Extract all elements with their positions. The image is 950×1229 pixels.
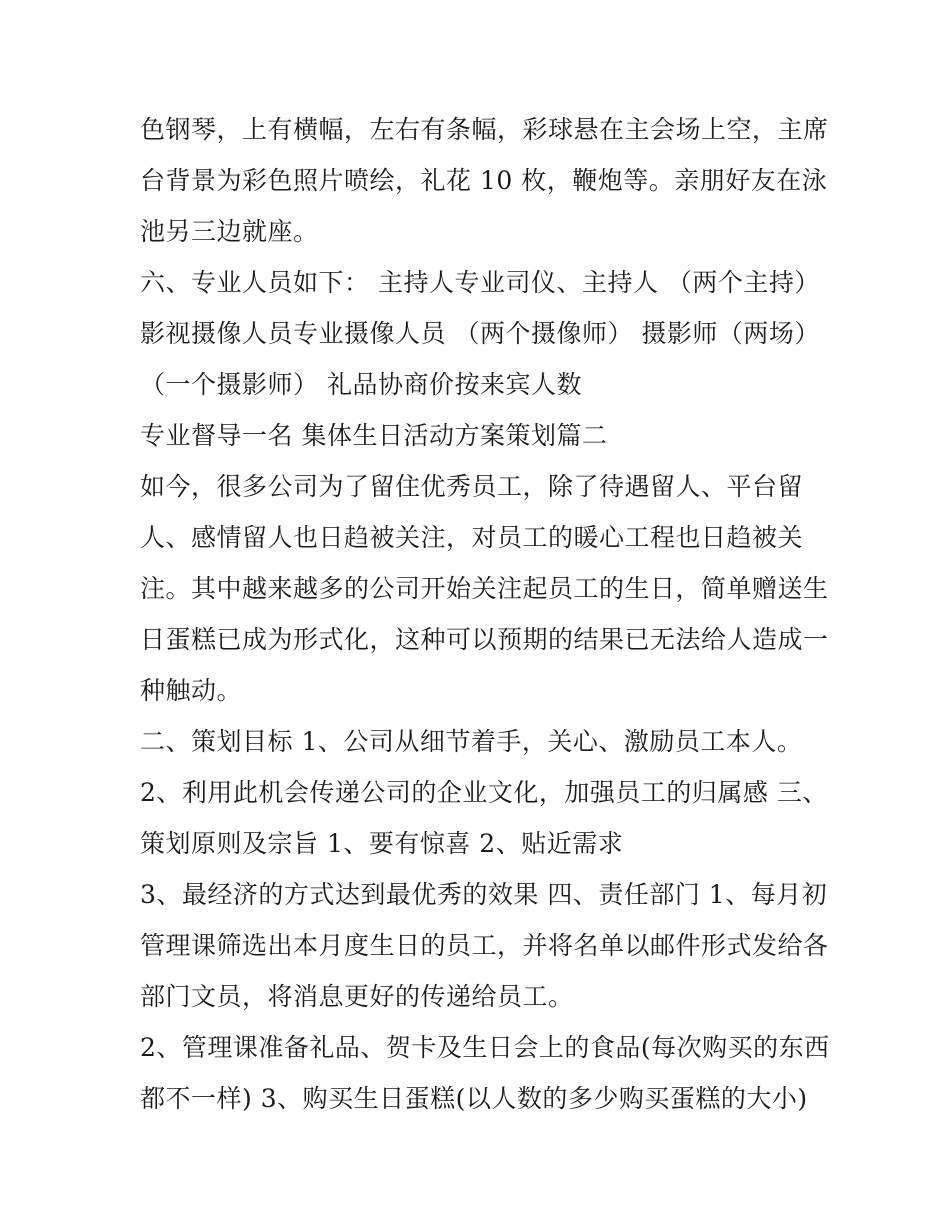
text-line: 二、策划目标 1、公司从细节着手，关心、激励员工本人。	[140, 727, 803, 756]
document-body	[140, 104, 830, 1124]
text-line: 池另三边就座。	[140, 217, 319, 246]
text-line: 人、感情留人也日趋被关注，对员工的暖心工程也日趋被关	[140, 523, 804, 552]
text-line: 策划原则及宗旨 1、要有惊喜 2、贴近需求	[140, 829, 624, 858]
text-line: 专业督导一名 集体生日活动方案策划篇二	[140, 421, 608, 450]
text-line: 影视摄像人员专业摄像人员 （两个摄像师） 摄影师（两场）	[140, 319, 820, 348]
text-line: 3、最经济的方式达到最优秀的效果 四、责任部门 1、每月初	[140, 880, 828, 909]
text-line: （一个摄影师） 礼品协商价按来宾人数	[140, 370, 582, 399]
text-line: 2、管理课准备礼品、贺卡及生日会上的食品(每次购买的东西	[140, 1033, 830, 1062]
text-line: 管理课筛选出本月度生日的员工，并将名单以邮件形式发给各	[140, 931, 829, 960]
text-line: 注。其中越来越多的公司开始关注起员工的生日，简单赠送生	[140, 574, 829, 603]
text-line: 六、专业人员如下： 主持人专业司仪、主持人 （两个主持）	[140, 268, 820, 297]
text-line: 2、利用此机会传递公司的企业文化，加强员工的归属感 三、	[140, 778, 828, 807]
text-line: 种触动。	[140, 676, 243, 705]
text-line: 部门文员，将消息更好的传递给员工。	[140, 982, 574, 1011]
text-line: 如今，很多公司为了留住优秀员工，除了待遇留人、平台留	[140, 472, 804, 501]
text-line: 日蛋糕已成为形式化，这种可以预期的结果已无法给人造成一	[140, 625, 829, 654]
text-line: 台背景为彩色照片喷绘，礼花 10 枚，鞭炮等。亲朋好友在泳	[140, 166, 828, 195]
text-line: 色钢琴，上有横幅，左右有条幅，彩球悬在主会场上空，主席	[140, 115, 829, 144]
text-line: 都不一样) 3、购买生日蛋糕(以人数的多少购买蛋糕的大小)	[140, 1084, 808, 1113]
